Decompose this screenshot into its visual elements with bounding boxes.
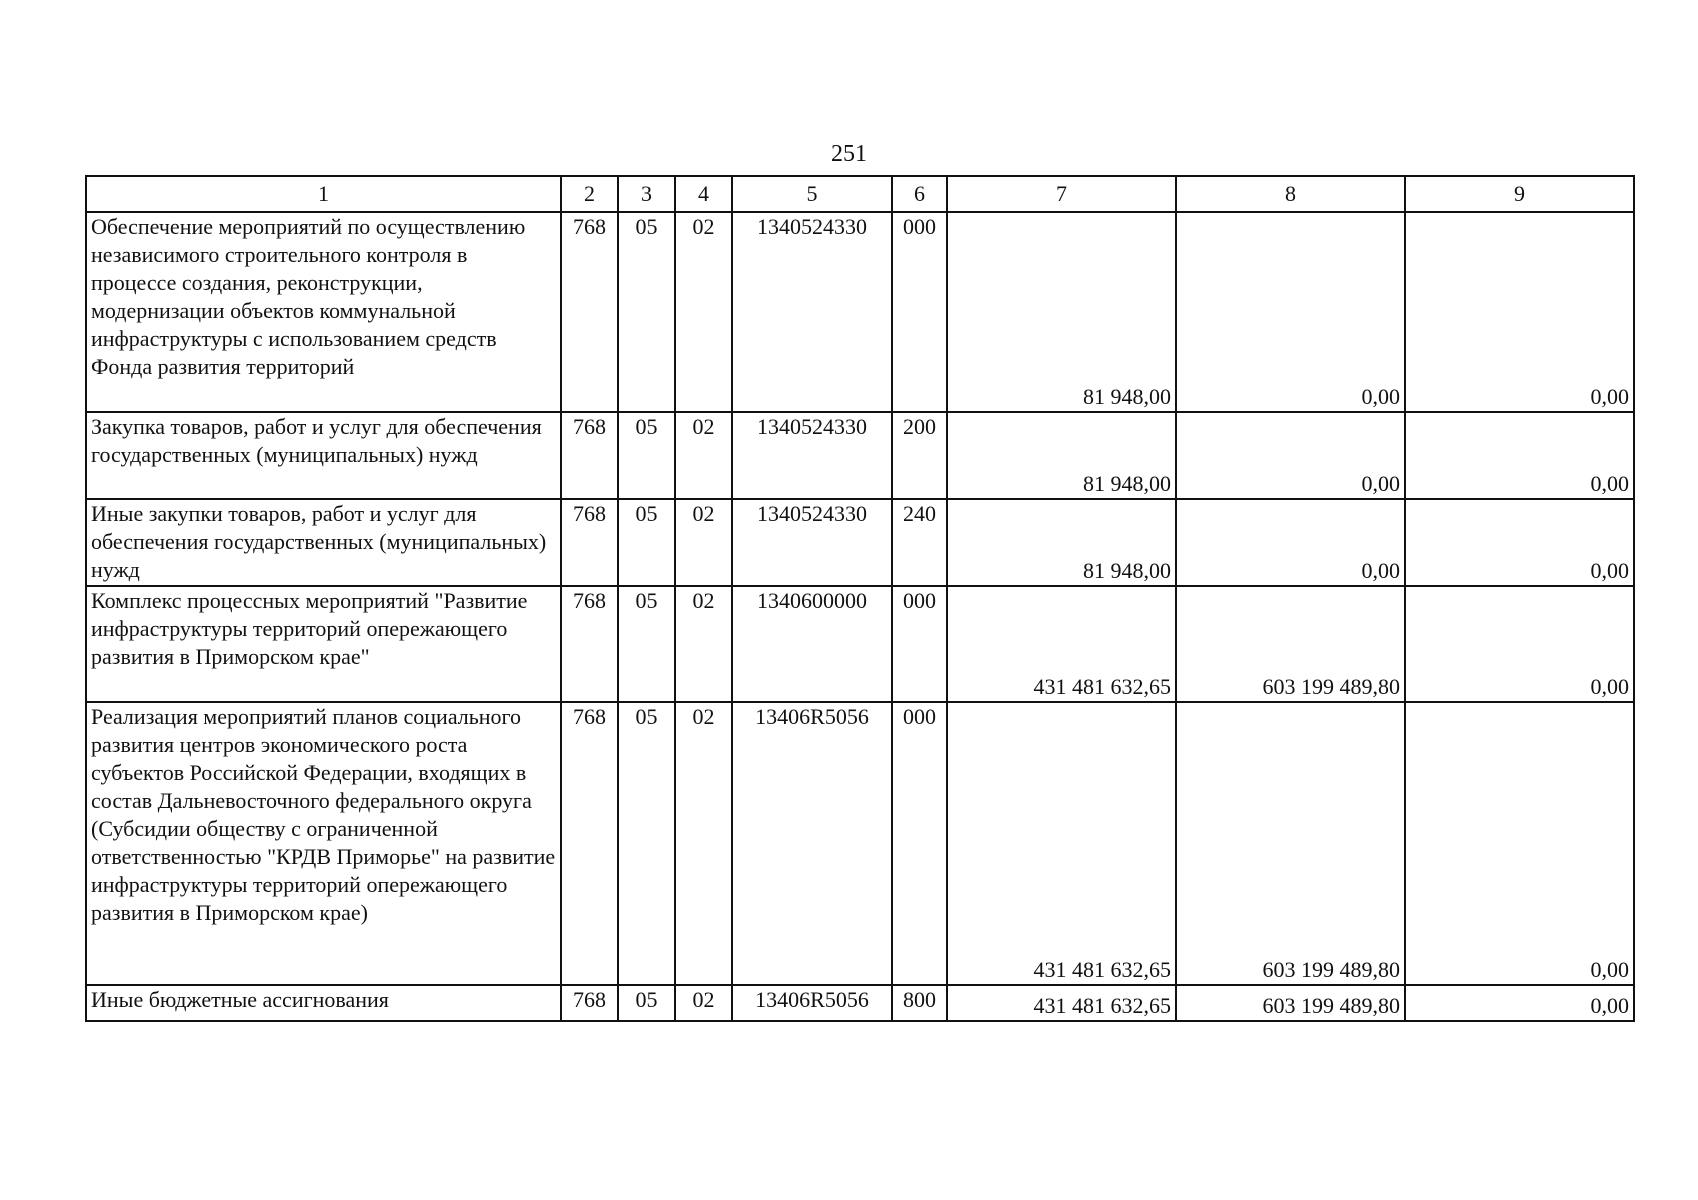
expense-type-code: 240 [892, 499, 947, 586]
target-article-code: 1340524330 [732, 499, 892, 586]
row-name: Обеспечение мероприятий по осуществлению независимого строительного контроля в процессе создания, реконструкции, модернизации объектов коммунальной инфраструктуры с использованием средств Фонда развития территорий [86, 212, 561, 412]
column-header: 9 [1405, 176, 1634, 212]
subsection-code: 02 [675, 702, 732, 985]
amount-col9: 0,00 [1405, 412, 1634, 499]
target-article-code: 13406R5056 [732, 702, 892, 985]
column-header: 1 [86, 176, 561, 212]
page-number: 251 [831, 141, 867, 167]
target-article-code: 1340524330 [732, 212, 892, 412]
target-article-code: 13406R5056 [732, 985, 892, 1021]
section-code: 05 [618, 412, 675, 499]
expense-type-code: 200 [892, 412, 947, 499]
amount-col9: 0,00 [1405, 212, 1634, 412]
amount-col9: 0,00 [1405, 586, 1634, 702]
expense-type-code: 800 [892, 985, 947, 1021]
ministry-code: 768 [561, 586, 618, 702]
column-header: 5 [732, 176, 892, 212]
amount-col8: 0,00 [1176, 412, 1405, 499]
row-name: Иные бюджетные ассигнования [86, 985, 561, 1021]
section-code: 05 [618, 499, 675, 586]
amount-col9: 0,00 [1405, 702, 1634, 985]
column-header: 8 [1176, 176, 1405, 212]
subsection-code: 02 [675, 412, 732, 499]
row-name: Закупка товаров, работ и услуг для обеспечения государственных (муниципальных) нужд [86, 412, 561, 499]
table-row [86, 586, 1634, 702]
column-header: 4 [675, 176, 732, 212]
amount-col9: 0,00 [1405, 499, 1634, 586]
amount-col9: 0,00 [1405, 985, 1634, 1021]
amount-col7: 81 948,00 [947, 499, 1176, 586]
section-code: 05 [618, 212, 675, 412]
amount-col7: 431 481 632,65 [947, 985, 1176, 1021]
amount-col7: 81 948,00 [947, 412, 1176, 499]
column-header: 6 [892, 176, 947, 212]
subsection-code: 02 [675, 499, 732, 586]
row-name: Иные закупки товаров, работ и услуг для обеспечения государственных (муниципальных) нужд [86, 499, 561, 586]
header-row [86, 176, 1634, 212]
budget-table [85, 175, 1635, 1022]
column-header: 7 [947, 176, 1176, 212]
expense-type-code: 000 [892, 586, 947, 702]
expense-type-code: 000 [892, 212, 947, 412]
column-header: 3 [618, 176, 675, 212]
table-row [86, 499, 1634, 586]
row-name: Реализация мероприятий планов социального развития центров экономического роста субъектов Российской Федерации, входящих в состав Дальневосточного федерального округа (Субсидии обществу с ограниченной ответственностью "КРДВ Приморье" на развитие инфраструктуры территорий опережающего развития в Приморском крае) [86, 702, 561, 985]
amount-col8: 0,00 [1176, 499, 1405, 586]
section-code: 05 [618, 985, 675, 1021]
subsection-code: 02 [675, 212, 732, 412]
column-header: 2 [561, 176, 618, 212]
row-name: Комплекс процессных мероприятий "Развитие инфраструктуры территорий опережающего развития в Приморском крае" [86, 586, 561, 702]
table-row [86, 212, 1634, 412]
amount-col8: 603 199 489,80 [1176, 702, 1405, 985]
ministry-code: 768 [561, 985, 618, 1021]
amount-col8: 603 199 489,80 [1176, 985, 1405, 1021]
ministry-code: 768 [561, 212, 618, 412]
ministry-code: 768 [561, 412, 618, 499]
amount-col8: 0,00 [1176, 212, 1405, 412]
section-code: 05 [618, 586, 675, 702]
section-code: 05 [618, 702, 675, 985]
ministry-code: 768 [561, 499, 618, 586]
expense-type-code: 000 [892, 702, 947, 985]
target-article-code: 1340600000 [732, 586, 892, 702]
subsection-code: 02 [675, 985, 732, 1021]
table-row [86, 412, 1634, 499]
amount-col8: 603 199 489,80 [1176, 586, 1405, 702]
ministry-code: 768 [561, 702, 618, 985]
table-row [86, 702, 1634, 985]
amount-col7: 81 948,00 [947, 212, 1176, 412]
target-article-code: 1340524330 [732, 412, 892, 499]
amount-col7: 431 481 632,65 [947, 702, 1176, 985]
subsection-code: 02 [675, 586, 732, 702]
amount-col7: 431 481 632,65 [947, 586, 1176, 702]
table-row [86, 985, 1634, 1021]
